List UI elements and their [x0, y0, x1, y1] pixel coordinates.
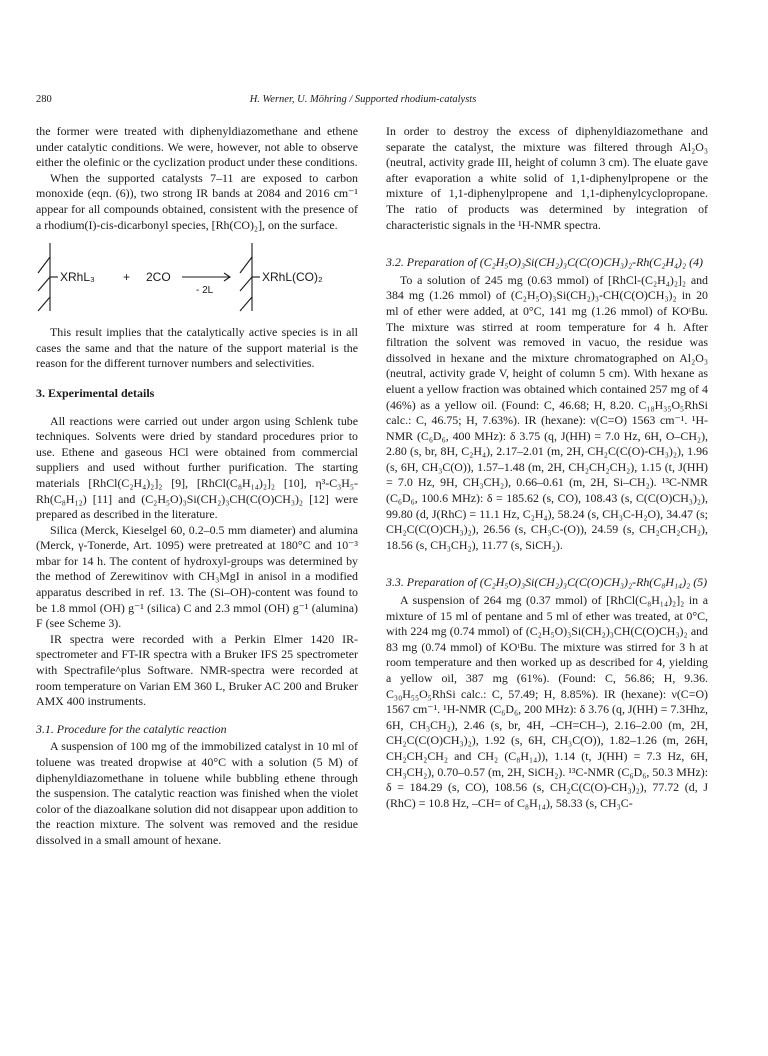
support-bond [38, 297, 50, 311]
left-column [36, 124, 358, 849]
paragraph: This result implies that the catalytically active species is in all cases the same and that the nature of the support material is the reason for the different turnover numbers and selectivities. [36, 325, 358, 371]
support-bond [38, 277, 50, 291]
paragraph: Silica (Merck, Kieselgel 60, 0.2–0.5 mm diameter) and alumina (Merck, γ-Tonerde, Art. 1095) were pretreated at 180°C and 10⁻³ mbar for 14 h. The content of hydroxyl-groups was determined by the method of Zerewitinov with CH₃MgI in anisol in a modified apparatus described in ref. 13. The (Si–OH)-content was found to be 1.8 mmol (OH) g⁻¹ (silica) C and 2.3 mmol (OH) g⁻¹ (alumina) F (see Scheme 3). [36, 522, 358, 631]
paragraph: All reactions were carried out under argon using Schlenk tube techniques. Solvents were dried by standard procedures prior to use. Ethene and gaseous HCl were obtained from commercial suppliers and used without further purification. The starting materials [RhCl(C₂H₄)₂]₂ [9], [RhCl(C₈H₁₄)₂]₂ [10], η³-C₃H₅-Rh(C₈H₁₂) [11] and (C₂H₅O)₃Si(CH₂)₃CH(C(O)CH₃)₂ [12] were prepared as described in the literature. [36, 413, 358, 522]
support-bond [240, 277, 252, 291]
reagent-label: 2CO [146, 270, 171, 285]
section-heading: 3. Experimental details [36, 385, 155, 400]
support-bond [240, 297, 252, 311]
right-column [386, 124, 708, 811]
paragraph: In order to destroy the excess of diphenyldiazomethane and separate the catalyst, the mixture was filtered through Al₂O₃ (neutral, activity grade III, height of column 3 cm). The eluate gave after evaporation a white solid of 1,1-diphenylpropene or the mixture of 1,1-diphenylpropene and 1,1-diphenylcyclopropane. The ratio of products was determined by integration of characteristic signals in the ¹H-NMR spectra. [386, 124, 708, 232]
running-header [18, 94, 708, 112]
subsection-heading: 3.3. Preparation of (C₂H₅O)₃Si(CH₂)₃C(C(O)CH₃)₂-Rh(C₈H₁₄)₂ (5) [386, 575, 708, 590]
support-bond [38, 257, 50, 273]
reaction-scheme [36, 233, 358, 325]
paragraph: To a solution of 245 mg (0.63 mmol) of [RhCl-(C₂H₄)₂]₂ and 384 mg (1.26 mmol) of (C₂H₅O)₃Si(CH₂)₃-CH(C(O)CH₃)₂ in 20 ml of ether were added, at 0°C, 141 mg (1.26 mmol) of KOᵗBu. The mixture was stirred at room temperature for 4 h. After filtration the solvent was removed in vacuo, the residue was dissolved in hexane and the mixture chromatographed on Al₂O₃ (neutral, activity grade V, height of column 5 cm). With hexane as eluent a yellow fraction was obtained which contained 257 mg of 4 (46%) as a yellow oil. (Found: C, 46.68; H, 8.20. C₁₈H₃₅O₅RhSi calc.: C, 46.75; H, 7.63%). IR (hexane): ν(C=O) 1563 cm⁻¹. ¹H-NMR (C₆D₆, 400 MHz): δ 3.75 (q, J(HH) = 7.0 Hz, 6H, O–CH₂), 2.80 (s, br, 8H, C₂H₄), 2.17–2.01 (m, 2H, CH₂C(C(O)-CH₃)₂), 1.96 (s, 6H, CH₃C(O)), 1.57–1.48 (m, 2H, CH₂CH₂CH₂), 1.15 (t, J(HH) = 7.0 Hz, 9H, CH₃CH₂), 0.66–0.61 (m, 2H, Si–CH₂). ¹³C-NMR (C₆D₆, 100.6 MHz): δ = 185.62 (s, CO), 108.43 (s, C(C(O)CH₃)₂), 99.80 (d, J(RhC) = 11.1 Hz, C₂H₄), 58.24 (s, CH₃C-H₂O), 34.47 (s; CH₂C(C(O)CH₃)₂), 26.56 (s, CH₃C-(O)), 24.59 (s, CH₂CH₂CH₂), 18.56 (s, CH₃CH₂), 11.77 (s, SiCH₂). [386, 272, 708, 552]
subsection-heading: 3.1. Procedure for the catalytic reaction [36, 721, 227, 736]
reaction-scheme-drawing [36, 233, 358, 325]
paragraph: A suspension of 264 mg (0.37 mmol) of [RhCl(C₈H₁₄)₂]₂ in a mixture of 15 ml of pentane and 5 ml of ether was treated, at 0°C, with 224 mg (0.74 mmol) of (C₂H₅O)₃Si(CH₂)₃CH(C(O)CH₃)₂ and 83 mg (0.74 mmol) of KOᵗBu. The mixture was stirred for 3 h at room temperature and then worked up as described for 4, yielding a yellow oil, 387 mg (61%). (Found: C, 56.86; H, 9.36. C₃₀H₅₅O₅RhSi calc.: C, 57.49; H, 8.85%). IR (hexane): ν(C=O) 1567 cm⁻¹. ¹H-NMR (C₆D₆, 200 MHz): δ 3.76 (q, J(HH) = 7.3Hhz, 6H, CH₃CH₂), 2.46 (s, br, 4H, –CH=CH–), 2.16–2.00 (m, 2H, CH₂C(C(O)CH₃)₂), 1.92 (s, 6H, CH₃C(O)), 1.82–1.26 (m, 26H, CH₂CH₂CH₂ and CH₂ (C₈H₁₄)), 1.14 (t, J(HH) = 7.3 Hz, 6H, CH₃CH₂), 0.70–0.57 (m, 2H, SiCH₂). ¹³C-NMR (C₆D₆, 50.3 MHz): δ = 184.29 (s, CO), 108.56 (s, CH₂C(C(O)-CH₃)₂), 77.72 (d, J (RhC) = 10.8 Hz, –CH= of C₈H₁₄), 58.33 (s, CH₃C- [386, 593, 708, 810]
paragraph: A suspension of 100 mg of the immobilized catalyst in 10 ml of toluene was treated dropwise at 40°C with a solution (5 M) of diphenyldiazomethane in toluene while bubbling ethene through the suspension. The catalytic reaction was finished when the violet color of the diazoalkane solution did not disappear upon addition to the reaction mixture. The solvent was removed and the residue dissolved in a small amount of hexane. [36, 739, 358, 847]
support-bond [240, 257, 252, 273]
running-title: H. Werner, U. Möhring / Supported rhodium-catalysts [249, 94, 477, 105]
page-number: 280 [36, 94, 52, 105]
subsection-heading: 3.2. Preparation of (C₂H₅O)₃Si(CH₂)₃C(C(O)CH₃)₂-Rh(C₂H₄)₂ (4) [386, 255, 703, 270]
reactant-label: XRhL₃ [60, 270, 95, 285]
plus-sign: + [123, 270, 131, 285]
paragraph: the former were treated with diphenyldiazomethane and ethene under catalytic conditions. We were, however, not able to observe either the olefinic or the cyclization product under these conditions. [36, 124, 358, 170]
byproduct-label: - 2L [196, 285, 214, 297]
paragraph: When the supported catalysts 7–11 are exposed to carbon monoxide (eqn. (6)), two strong IR bands at 2084 and 2016 cm⁻¹ appear for all compounds obtained, consistent with the presence of a rhodium(I)-cis-dicarbonyl species, [Rh(CO)₂], on the surface. [36, 170, 358, 232]
product-label: XRhL(CO)₂ [262, 270, 323, 285]
paragraph: IR spectra were recorded with a Perkin Elmer 1420 IR-spectrometer and FT-IR spectra with a Bruker IFS 25 spectrometer with Spectrafile^plus Software. NMR-spectra were recorded at room temperature on Varian EM 360 L, Bruker AC 200 and Bruker AMX 400 instruments. [36, 631, 358, 709]
